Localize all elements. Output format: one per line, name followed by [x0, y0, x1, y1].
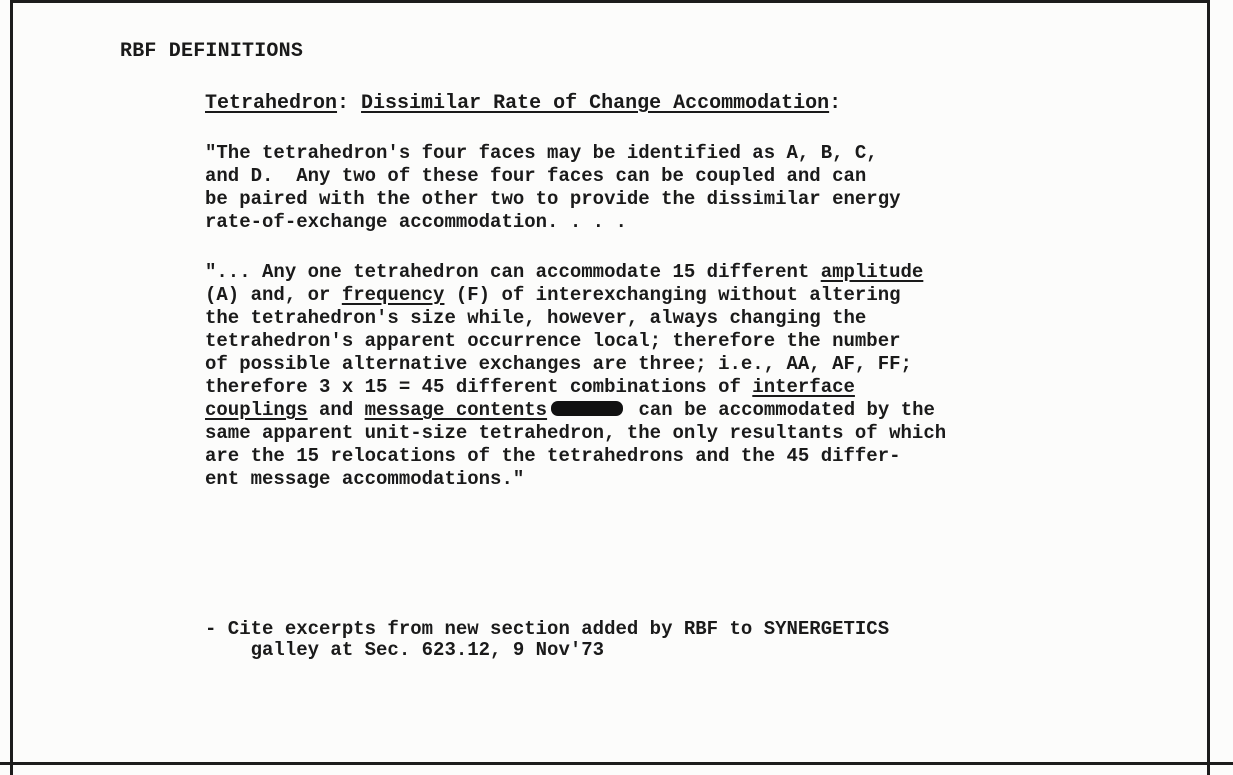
underlined-term-couplings: couplings	[205, 399, 308, 421]
definition-subheading	[205, 92, 841, 115]
text-line	[205, 261, 1165, 284]
topic-separator: :	[829, 92, 842, 115]
text-line: and D. Any two of these four faces can be coupled and can	[205, 165, 867, 187]
text-run: "... Any one tetrahedron can accommodate 15 different	[205, 261, 821, 283]
term-separator: :	[337, 92, 362, 115]
right-border	[1207, 0, 1210, 775]
text-line	[205, 376, 1165, 399]
topic-label: Dissimilar Rate of Change Accommodation	[361, 92, 830, 115]
text-line: tetrahedron's apparent occurrence local; therefore the number	[205, 330, 901, 352]
citation-line: - Cite excerpts from new section added by RBF to SYNERGETICS	[205, 618, 890, 640]
text-line: be paired with the other two to provide the dissimilar energy	[205, 188, 901, 210]
text-line	[205, 284, 1165, 307]
text-run: and	[307, 399, 365, 421]
quote-paragraph-2	[205, 261, 1165, 491]
text-line: the tetrahedron's size while, however, always changing the	[205, 307, 867, 329]
underlined-term-frequency: frequency	[341, 284, 445, 306]
top-border	[10, 0, 1210, 3]
citation-line: galley at Sec. 623.12, 9 Nov'73	[205, 639, 605, 661]
text-run: can be accommodated by the	[627, 399, 935, 421]
redaction-mark	[551, 401, 623, 416]
text-line: same apparent unit-size tetrahedron, the only resultants of which	[205, 422, 947, 444]
text-run: (F) of interexchanging without altering	[444, 284, 901, 306]
text-run: (A) and, or	[205, 284, 342, 306]
text-line: ent message accommodations."	[205, 468, 525, 490]
text-line: are the 15 relocations of the tetrahedrons and the 45 differ-	[205, 445, 901, 467]
underlined-term-interface: interface	[752, 376, 855, 398]
quote-paragraph-1	[205, 142, 1165, 234]
term-label: Tetrahedron	[205, 92, 338, 115]
text-run: therefore 3 x 15 = 45 different combinations of	[205, 376, 753, 398]
underlined-term-amplitude: amplitude	[820, 261, 924, 283]
text-line: of possible alternative exchanges are three; i.e., AA, AF, FF;	[205, 353, 912, 375]
bottom-border	[0, 762, 1233, 765]
text-line: "The tetrahedron's four faces may be identified as A, B, C,	[205, 142, 878, 164]
underlined-term-message-contents: message contents	[364, 399, 548, 421]
text-line: rate-of-exchange accommodation. . . .	[205, 211, 627, 233]
citation-note	[205, 619, 889, 661]
page-heading: RBF DEFINITIONS	[120, 40, 304, 63]
text-line	[205, 399, 1165, 422]
left-border	[10, 0, 13, 775]
